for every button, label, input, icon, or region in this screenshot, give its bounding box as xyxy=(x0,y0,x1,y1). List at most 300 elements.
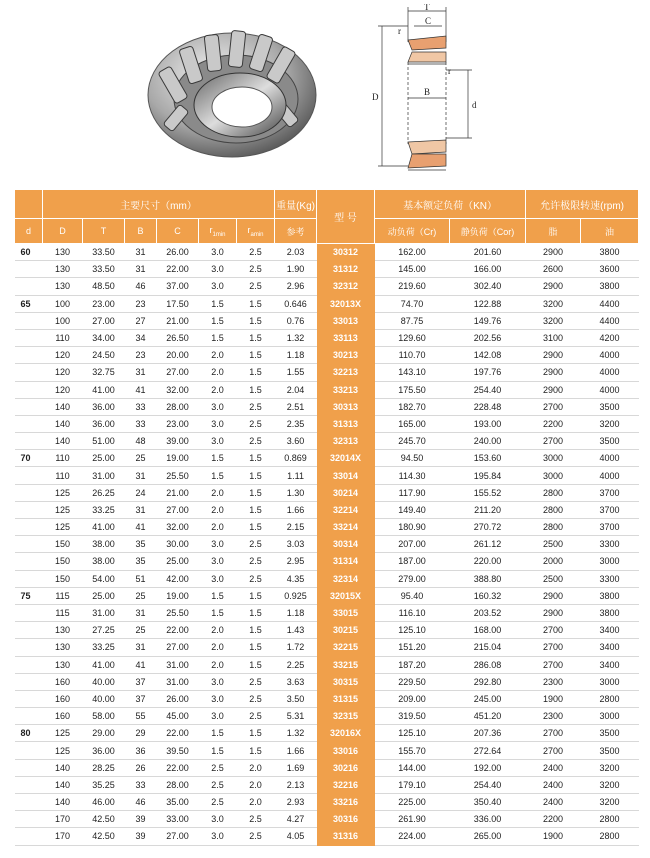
cell-D: 150 xyxy=(43,570,83,587)
cell-oil: 3800 xyxy=(581,604,639,621)
cell-C: 28.00 xyxy=(157,776,199,793)
cell-grease: 3000 xyxy=(526,467,581,484)
cell-B: 46 xyxy=(125,278,157,295)
cell-r1: 3.0 xyxy=(199,278,237,295)
cell-cor: 160.32 xyxy=(450,587,526,604)
cell-r1: 3.0 xyxy=(199,261,237,278)
cell-C: 17.50 xyxy=(157,295,199,312)
cell-r2: 2.5 xyxy=(237,536,275,553)
cell-grease: 2300 xyxy=(526,673,581,690)
cell-C: 27.00 xyxy=(157,828,199,845)
cell-cor: 261.12 xyxy=(450,536,526,553)
cell-weight: 2.15 xyxy=(275,519,317,536)
cell-T: 41.00 xyxy=(83,381,125,398)
table-row xyxy=(15,690,639,707)
cell-cr: 125.10 xyxy=(375,725,450,742)
cell-grease: 2500 xyxy=(526,536,581,553)
cell-weight: 0.869 xyxy=(275,450,317,467)
cell-cor: 192.00 xyxy=(450,759,526,776)
table-row xyxy=(15,742,639,759)
cell-D: 120 xyxy=(43,364,83,381)
table-row xyxy=(15,776,639,793)
cell-cr: 116.10 xyxy=(375,604,450,621)
cell-model: 32215 xyxy=(317,639,375,656)
cell-C: 30.00 xyxy=(157,536,199,553)
cell-weight: 2.96 xyxy=(275,278,317,295)
cell-B: 25 xyxy=(125,622,157,639)
cell-cor: 245.00 xyxy=(450,690,526,707)
cell-weight: 1.55 xyxy=(275,364,317,381)
cell-weight: 2.35 xyxy=(275,415,317,432)
cell-B: 41 xyxy=(125,381,157,398)
cell-r2: 2.5 xyxy=(237,398,275,415)
cell-cr: 155.70 xyxy=(375,742,450,759)
cell-r2: 1.5 xyxy=(237,725,275,742)
cell-B: 48 xyxy=(125,433,157,450)
table-row xyxy=(15,329,639,346)
cell-oil: 4000 xyxy=(581,467,639,484)
cell-cor: 302.40 xyxy=(450,278,526,295)
cell-grease: 2900 xyxy=(526,587,581,604)
table-row xyxy=(15,759,639,776)
cell-cor: 168.00 xyxy=(450,622,526,639)
cell-r1: 3.0 xyxy=(199,570,237,587)
cell-weight: 1.18 xyxy=(275,604,317,621)
cell-cor: 451.20 xyxy=(450,708,526,725)
cell-T: 40.00 xyxy=(83,690,125,707)
cell-r1: 3.0 xyxy=(199,415,237,432)
cell-model: 30316 xyxy=(317,811,375,828)
cell-weight: 3.50 xyxy=(275,690,317,707)
table-row xyxy=(15,570,639,587)
cell-model: 32016X xyxy=(317,725,375,742)
header-r2: $r_{amin}$ xyxy=(237,219,275,244)
cell-D: 110 xyxy=(43,450,83,467)
cell-d xyxy=(15,759,43,776)
cell-weight: 4.27 xyxy=(275,811,317,828)
cell-weight: 2.93 xyxy=(275,794,317,811)
cell-grease: 2900 xyxy=(526,381,581,398)
table-row xyxy=(15,381,639,398)
cell-T: 41.00 xyxy=(83,656,125,673)
table-row xyxy=(15,604,639,621)
cell-D: 170 xyxy=(43,828,83,845)
cell-cor: 350.40 xyxy=(450,794,526,811)
cell-C: 23.00 xyxy=(157,415,199,432)
cell-grease: 3200 xyxy=(526,295,581,312)
table-row xyxy=(15,347,639,364)
cell-D: 160 xyxy=(43,708,83,725)
cell-r1: 2.0 xyxy=(199,381,237,398)
table-row xyxy=(15,295,639,312)
cell-oil: 3500 xyxy=(581,742,639,759)
cell-B: 37 xyxy=(125,673,157,690)
cell-cor: 153.60 xyxy=(450,450,526,467)
cell-weight: 1.66 xyxy=(275,501,317,518)
cell-d xyxy=(15,519,43,536)
cell-cor: 336.00 xyxy=(450,811,526,828)
cell-model: 33213 xyxy=(317,381,375,398)
cell-cor: 166.00 xyxy=(450,261,526,278)
cell-oil: 3000 xyxy=(581,708,639,725)
cell-grease: 1900 xyxy=(526,690,581,707)
cell-r1: 3.0 xyxy=(199,536,237,553)
cell-oil: 2800 xyxy=(581,690,639,707)
cell-grease: 2900 xyxy=(526,364,581,381)
cell-cor: 228.48 xyxy=(450,398,526,415)
cell-weight: 0.925 xyxy=(275,587,317,604)
cell-r2: 1.5 xyxy=(237,467,275,484)
cell-C: 35.00 xyxy=(157,794,199,811)
cell-grease: 2700 xyxy=(526,433,581,450)
cell-cr: 219.60 xyxy=(375,278,450,295)
cell-cr: 245.70 xyxy=(375,433,450,450)
label-r-mid: r xyxy=(448,66,451,76)
cell-C: 32.00 xyxy=(157,381,199,398)
cell-d xyxy=(15,501,43,518)
cell-oil: 3400 xyxy=(581,656,639,673)
cell-model: 32314 xyxy=(317,570,375,587)
cell-T: 33.50 xyxy=(83,261,125,278)
cell-d xyxy=(15,794,43,811)
cell-cr: 117.90 xyxy=(375,484,450,501)
label-D: D xyxy=(372,92,379,102)
cell-weight: 1.32 xyxy=(275,329,317,346)
cell-weight: 2.03 xyxy=(275,244,317,261)
cell-weight: 1.69 xyxy=(275,759,317,776)
cell-B: 31 xyxy=(125,501,157,518)
cell-model: 33216 xyxy=(317,794,375,811)
table-row xyxy=(15,828,639,845)
cell-model: 30214 xyxy=(317,484,375,501)
cell-r2: 2.5 xyxy=(237,708,275,725)
cell-cor: 265.00 xyxy=(450,828,526,845)
label-C: C xyxy=(425,16,432,26)
cell-oil: 3200 xyxy=(581,794,639,811)
cell-model: 32312 xyxy=(317,278,375,295)
tapered-roller-bearing-image xyxy=(140,15,320,165)
cell-C: 22.00 xyxy=(157,261,199,278)
cell-oil: 3800 xyxy=(581,244,639,261)
cell-r2: 2.0 xyxy=(237,794,275,811)
cell-grease: 2400 xyxy=(526,776,581,793)
cell-d xyxy=(15,828,43,845)
cell-cr: 182.70 xyxy=(375,398,450,415)
cell-cr: 179.10 xyxy=(375,776,450,793)
cell-D: 125 xyxy=(43,484,83,501)
cell-cr: 125.10 xyxy=(375,622,450,639)
header-ref: 参考 xyxy=(275,219,317,244)
cell-B: 46 xyxy=(125,794,157,811)
table-row xyxy=(15,519,639,536)
cell-oil: 3300 xyxy=(581,570,639,587)
cell-oil: 3500 xyxy=(581,433,639,450)
cell-D: 130 xyxy=(43,656,83,673)
cell-r1: 2.5 xyxy=(199,776,237,793)
cell-T: 33.25 xyxy=(83,639,125,656)
cell-model: 30213 xyxy=(317,347,375,364)
cell-cr: 207.00 xyxy=(375,536,450,553)
cell-T: 36.00 xyxy=(83,398,125,415)
cell-r2: 1.5 xyxy=(237,364,275,381)
cell-cor: 254.40 xyxy=(450,381,526,398)
cell-r2: 1.5 xyxy=(237,312,275,329)
cell-T: 38.00 xyxy=(83,553,125,570)
cell-oil: 3200 xyxy=(581,415,639,432)
cell-B: 26 xyxy=(125,759,157,776)
cell-B: 39 xyxy=(125,828,157,845)
cell-oil: 4000 xyxy=(581,347,639,364)
cell-T: 31.00 xyxy=(83,467,125,484)
table-row xyxy=(15,433,639,450)
cell-d xyxy=(15,690,43,707)
cell-weight: 2.13 xyxy=(275,776,317,793)
cell-r2: 2.5 xyxy=(237,244,275,261)
cell-D: 140 xyxy=(43,794,83,811)
cell-D: 130 xyxy=(43,622,83,639)
cell-cor: 149.76 xyxy=(450,312,526,329)
cell-C: 28.00 xyxy=(157,398,199,415)
table-row xyxy=(15,398,639,415)
cell-B: 23 xyxy=(125,295,157,312)
cell-r2: 1.5 xyxy=(237,742,275,759)
cell-d xyxy=(15,347,43,364)
cell-B: 31 xyxy=(125,364,157,381)
cell-cor: 388.80 xyxy=(450,570,526,587)
cell-d xyxy=(15,467,43,484)
cell-oil: 3700 xyxy=(581,501,639,518)
cell-cr: 319.50 xyxy=(375,708,450,725)
cell-D: 170 xyxy=(43,811,83,828)
cell-cr: 110.70 xyxy=(375,347,450,364)
cell-r2: 1.5 xyxy=(237,656,275,673)
cell-oil: 2800 xyxy=(581,828,639,845)
cell-cor: 286.08 xyxy=(450,656,526,673)
cell-C: 39.00 xyxy=(157,433,199,450)
cell-T: 36.00 xyxy=(83,742,125,759)
cell-model: 33113 xyxy=(317,329,375,346)
cell-D: 150 xyxy=(43,553,83,570)
cell-D: 130 xyxy=(43,244,83,261)
cell-B: 36 xyxy=(125,742,157,759)
cell-B: 31 xyxy=(125,261,157,278)
bearing-section-drawing xyxy=(368,4,528,184)
cell-weight: 1.32 xyxy=(275,725,317,742)
cell-D: 140 xyxy=(43,415,83,432)
cell-cr: 149.40 xyxy=(375,501,450,518)
cell-d: 60 xyxy=(15,244,43,261)
cell-r2: 1.5 xyxy=(237,622,275,639)
table-row xyxy=(15,244,639,261)
cell-r1: 2.0 xyxy=(199,519,237,536)
cell-d xyxy=(15,673,43,690)
cell-B: 34 xyxy=(125,329,157,346)
header-d: d xyxy=(15,219,43,244)
cell-B: 27 xyxy=(125,312,157,329)
cell-cr: 87.75 xyxy=(375,312,450,329)
cell-r1: 2.0 xyxy=(199,364,237,381)
label-d: d xyxy=(472,100,477,110)
cell-cr: 180.90 xyxy=(375,519,450,536)
table-row xyxy=(15,467,639,484)
cell-model: 30314 xyxy=(317,536,375,553)
table-row xyxy=(15,794,639,811)
cell-d xyxy=(15,811,43,828)
cell-T: 34.00 xyxy=(83,329,125,346)
cell-cr: 74.70 xyxy=(375,295,450,312)
cell-cr: 165.00 xyxy=(375,415,450,432)
cell-d xyxy=(15,536,43,553)
cell-r1: 1.5 xyxy=(199,450,237,467)
cell-C: 19.00 xyxy=(157,450,199,467)
cell-grease: 2700 xyxy=(526,742,581,759)
cell-B: 24 xyxy=(125,484,157,501)
cell-C: 22.00 xyxy=(157,622,199,639)
cell-oil: 3300 xyxy=(581,536,639,553)
cell-r2: 1.5 xyxy=(237,381,275,398)
cell-r2: 1.5 xyxy=(237,639,275,656)
cell-oil: 3400 xyxy=(581,639,639,656)
cell-oil: 4200 xyxy=(581,329,639,346)
cell-T: 38.00 xyxy=(83,536,125,553)
cell-B: 23 xyxy=(125,347,157,364)
cell-model: 32313 xyxy=(317,433,375,450)
header-D: D xyxy=(43,219,83,244)
cell-model: 30313 xyxy=(317,398,375,415)
cell-D: 130 xyxy=(43,278,83,295)
cell-T: 29.00 xyxy=(83,725,125,742)
cell-weight: 2.04 xyxy=(275,381,317,398)
cell-T: 41.00 xyxy=(83,519,125,536)
cell-C: 22.00 xyxy=(157,725,199,742)
cell-r2: 1.5 xyxy=(237,295,275,312)
cell-grease: 2000 xyxy=(526,553,581,570)
cell-D: 120 xyxy=(43,347,83,364)
cell-oil: 3600 xyxy=(581,261,639,278)
cell-r1: 2.5 xyxy=(199,759,237,776)
cell-cr: 162.00 xyxy=(375,244,450,261)
header-cor: 静负荷（Cor) xyxy=(450,219,526,244)
cell-d xyxy=(15,415,43,432)
cell-T: 33.50 xyxy=(83,244,125,261)
cell-r2: 1.5 xyxy=(237,519,275,536)
cell-r2: 1.5 xyxy=(237,329,275,346)
cell-B: 33 xyxy=(125,776,157,793)
cell-r1: 3.0 xyxy=(199,828,237,845)
cell-weight: 3.63 xyxy=(275,673,317,690)
cell-T: 32.75 xyxy=(83,364,125,381)
cell-weight: 2.51 xyxy=(275,398,317,415)
cell-r1: 1.5 xyxy=(199,742,237,759)
cell-r2: 2.5 xyxy=(237,433,275,450)
cell-T: 28.25 xyxy=(83,759,125,776)
cell-weight: 4.35 xyxy=(275,570,317,587)
cell-d xyxy=(15,708,43,725)
cell-weight: 3.03 xyxy=(275,536,317,553)
cell-oil: 4400 xyxy=(581,312,639,329)
cell-B: 41 xyxy=(125,519,157,536)
cell-r1: 3.0 xyxy=(199,673,237,690)
cell-T: 26.25 xyxy=(83,484,125,501)
cell-grease: 2900 xyxy=(526,278,581,295)
cell-r2: 2.5 xyxy=(237,690,275,707)
cell-C: 20.00 xyxy=(157,347,199,364)
cell-weight: 1.90 xyxy=(275,261,317,278)
cell-grease: 3000 xyxy=(526,450,581,467)
cell-grease: 2900 xyxy=(526,244,581,261)
cell-d xyxy=(15,776,43,793)
cell-D: 140 xyxy=(43,433,83,450)
cell-r1: 1.5 xyxy=(199,295,237,312)
cell-cor: 254.40 xyxy=(450,776,526,793)
cell-cor: 240.00 xyxy=(450,433,526,450)
cell-r2: 2.5 xyxy=(237,570,275,587)
cell-T: 27.00 xyxy=(83,312,125,329)
cell-oil: 3800 xyxy=(581,278,639,295)
cell-oil: 3200 xyxy=(581,776,639,793)
cell-cr: 114.30 xyxy=(375,467,450,484)
cell-model: 33014 xyxy=(317,467,375,484)
cell-C: 21.00 xyxy=(157,312,199,329)
header-B: B xyxy=(125,219,157,244)
header-r1: $r_{1min}$ xyxy=(199,219,237,244)
cell-r1: 3.0 xyxy=(199,433,237,450)
cell-cor: 211.20 xyxy=(450,501,526,518)
cell-C: 19.00 xyxy=(157,587,199,604)
header-speed: 允许极限转速(rpm) xyxy=(526,190,639,219)
cell-C: 27.00 xyxy=(157,639,199,656)
cell-T: 48.50 xyxy=(83,278,125,295)
cell-C: 31.00 xyxy=(157,673,199,690)
cell-model: 32315 xyxy=(317,708,375,725)
cell-oil: 3800 xyxy=(581,587,639,604)
cell-d xyxy=(15,433,43,450)
cell-weight: 4.05 xyxy=(275,828,317,845)
table-row xyxy=(15,553,639,570)
table-row xyxy=(15,639,639,656)
cell-cor: 292.80 xyxy=(450,673,526,690)
cell-B: 33 xyxy=(125,398,157,415)
cell-grease: 2800 xyxy=(526,501,581,518)
bearing-figure xyxy=(0,0,650,188)
cell-cr: 209.00 xyxy=(375,690,450,707)
cell-model: 32015X xyxy=(317,587,375,604)
cell-r2: 1.5 xyxy=(237,450,275,467)
table-row xyxy=(15,536,639,553)
cell-r1: 1.5 xyxy=(199,725,237,742)
cell-d xyxy=(15,484,43,501)
cell-d xyxy=(15,261,43,278)
cell-d xyxy=(15,604,43,621)
cell-cr: 187.20 xyxy=(375,656,450,673)
cell-r2: 2.5 xyxy=(237,415,275,432)
cell-model: 31313 xyxy=(317,415,375,432)
cell-d xyxy=(15,312,43,329)
label-T: T xyxy=(424,4,430,12)
cell-D: 160 xyxy=(43,673,83,690)
cell-oil: 3200 xyxy=(581,759,639,776)
cell-oil: 3500 xyxy=(581,398,639,415)
cell-d xyxy=(15,364,43,381)
cell-r1: 3.0 xyxy=(199,398,237,415)
cell-cr: 225.00 xyxy=(375,794,450,811)
cell-model: 31312 xyxy=(317,261,375,278)
cell-B: 31 xyxy=(125,467,157,484)
cell-T: 51.00 xyxy=(83,433,125,450)
cell-cr: 175.50 xyxy=(375,381,450,398)
cell-oil: 3500 xyxy=(581,725,639,742)
cell-r1: 2.0 xyxy=(199,347,237,364)
